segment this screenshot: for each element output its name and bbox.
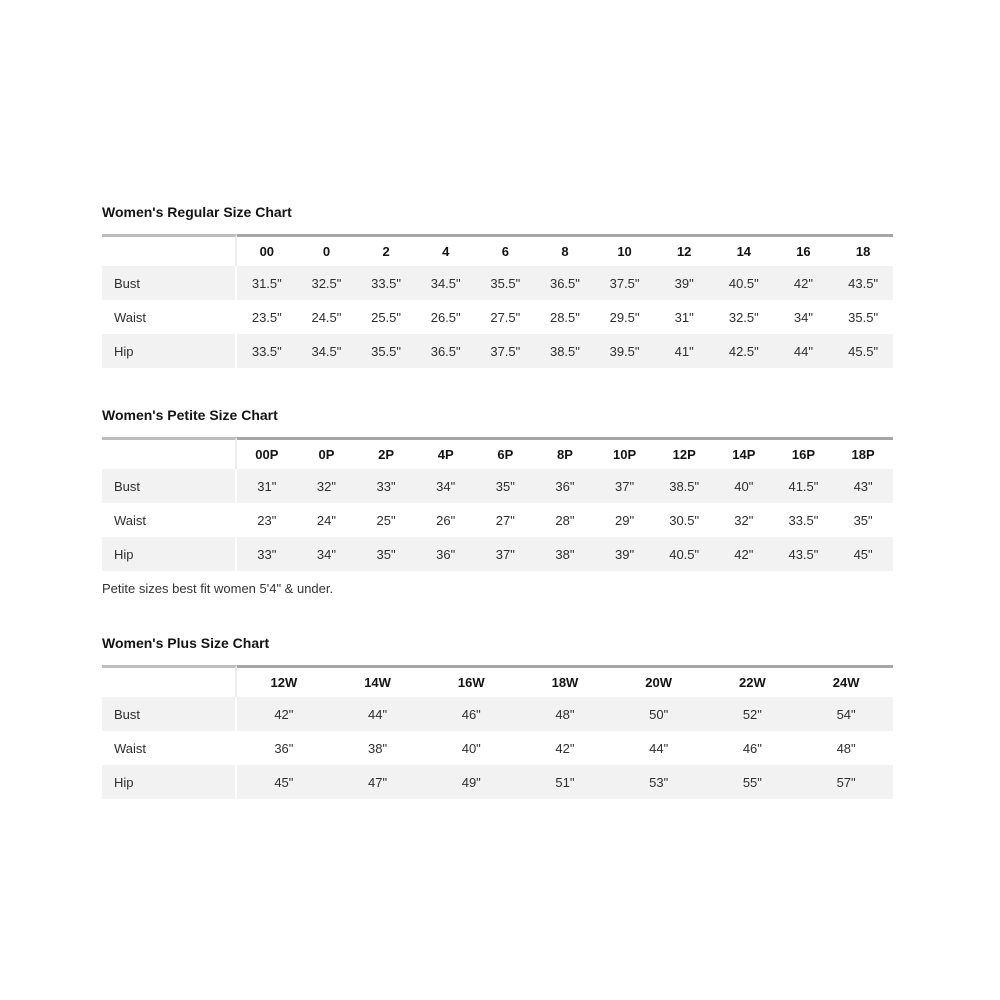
measurement-value: 42" xyxy=(237,697,331,731)
measurement-value: 34" xyxy=(416,469,476,503)
measurement-value: 40.5" xyxy=(654,537,714,571)
measurement-value: 45.5" xyxy=(833,334,893,368)
measurement-value: 46" xyxy=(706,731,800,765)
size-column-header: 22W xyxy=(706,665,800,697)
size-column-header: 00 xyxy=(237,234,297,266)
measurement-value: 24.5" xyxy=(297,300,357,334)
size-column-header: 8P xyxy=(535,437,595,469)
size-column-header: 0P xyxy=(297,437,357,469)
size-column-header: 4P xyxy=(416,437,476,469)
measurement-value: 23.5" xyxy=(237,300,297,334)
measurement-value: 35" xyxy=(356,537,416,571)
size-column-header: 18P xyxy=(833,437,893,469)
size-column-header: 6P xyxy=(476,437,536,469)
measurement-value: 38" xyxy=(535,537,595,571)
size-column-header: 8 xyxy=(535,234,595,266)
measurement-value: 48" xyxy=(799,731,893,765)
measurement-value: 38.5" xyxy=(654,469,714,503)
size-column-header: 10 xyxy=(595,234,655,266)
measurement-value: 27.5" xyxy=(476,300,536,334)
size-column-header: 16W xyxy=(424,665,518,697)
measurement-value: 42.5" xyxy=(714,334,774,368)
measurement-value: 35.5" xyxy=(833,300,893,334)
measurement-value: 36" xyxy=(237,731,331,765)
measurement-value: 41" xyxy=(654,334,714,368)
measurement-value: 40" xyxy=(424,731,518,765)
measurement-value: 46" xyxy=(424,697,518,731)
measurement-value: 42" xyxy=(518,731,612,765)
measurement-value: 37.5" xyxy=(595,266,655,300)
measurement-row xyxy=(102,697,893,731)
measurement-row xyxy=(102,503,893,537)
measurement-value: 34" xyxy=(297,537,357,571)
measurement-value: 43" xyxy=(833,469,893,503)
measurement-value: 35" xyxy=(833,503,893,537)
size-column-header: 00P xyxy=(237,437,297,469)
measurement-value: 30.5" xyxy=(654,503,714,537)
header-row xyxy=(102,437,893,469)
plus-size-chart-table xyxy=(102,665,893,799)
measurement-value: 33.5" xyxy=(237,334,297,368)
measurement-value: 37" xyxy=(595,469,655,503)
corner-cell xyxy=(102,665,237,697)
corner-cell xyxy=(102,437,237,469)
measurement-value: 33" xyxy=(237,537,297,571)
measurement-label: Bust xyxy=(102,469,237,503)
measurement-label: Waist xyxy=(102,731,237,765)
size-column-header: 4 xyxy=(416,234,476,266)
measurement-value: 45" xyxy=(237,765,331,799)
plus-size-chart-section xyxy=(102,636,893,799)
size-column-header: 12P xyxy=(654,437,714,469)
petite-size-note: Petite sizes best fit women 5'4" & under. xyxy=(102,581,334,596)
measurement-value: 32.5" xyxy=(714,300,774,334)
measurement-value: 36" xyxy=(535,469,595,503)
measurement-value: 26" xyxy=(416,503,476,537)
measurement-value: 49" xyxy=(424,765,518,799)
measurement-value: 54" xyxy=(799,697,893,731)
measurement-value: 52" xyxy=(706,697,800,731)
size-column-header: 6 xyxy=(476,234,536,266)
measurement-value: 48" xyxy=(518,697,612,731)
petite-size-chart-table xyxy=(102,437,893,571)
measurement-row xyxy=(102,537,893,571)
measurement-value: 55" xyxy=(706,765,800,799)
regular-size-chart-section xyxy=(102,205,893,368)
measurement-value: 32" xyxy=(297,469,357,503)
size-column-header: 14P xyxy=(714,437,774,469)
size-column-header: 20W xyxy=(612,665,706,697)
measurement-value: 38" xyxy=(331,731,425,765)
measurement-value: 43.5" xyxy=(833,266,893,300)
measurement-value: 42" xyxy=(774,266,834,300)
size-column-header: 14 xyxy=(714,234,774,266)
header-row xyxy=(102,665,893,697)
measurement-value: 27" xyxy=(476,503,536,537)
measurement-value: 31" xyxy=(654,300,714,334)
measurement-value: 51" xyxy=(518,765,612,799)
measurement-value: 36" xyxy=(416,537,476,571)
corner-cell xyxy=(102,234,237,266)
measurement-value: 28.5" xyxy=(535,300,595,334)
measurement-value: 44" xyxy=(612,731,706,765)
measurement-value: 31.5" xyxy=(237,266,297,300)
measurement-row xyxy=(102,765,893,799)
measurement-label: Waist xyxy=(102,503,237,537)
measurement-label: Hip xyxy=(102,537,237,571)
size-column-header: 10P xyxy=(595,437,655,469)
measurement-value: 40" xyxy=(714,469,774,503)
measurement-value: 25" xyxy=(356,503,416,537)
size-column-header: 16 xyxy=(774,234,834,266)
measurement-value: 45" xyxy=(833,537,893,571)
measurement-value: 34.5" xyxy=(297,334,357,368)
measurement-value: 34.5" xyxy=(416,266,476,300)
measurement-label: Waist xyxy=(102,300,237,334)
measurement-value: 33.5" xyxy=(774,503,834,537)
size-column-header: 2 xyxy=(356,234,416,266)
size-column-header: 14W xyxy=(331,665,425,697)
measurement-value: 44" xyxy=(774,334,834,368)
petite-size-chart-title: Women's Petite Size Chart xyxy=(102,407,278,423)
measurement-value: 24" xyxy=(297,503,357,537)
measurement-value: 57" xyxy=(799,765,893,799)
measurement-value: 37" xyxy=(476,537,536,571)
measurement-label: Bust xyxy=(102,697,237,731)
measurement-value: 36.5" xyxy=(416,334,476,368)
size-column-header: 0 xyxy=(297,234,357,266)
measurement-value: 26.5" xyxy=(416,300,476,334)
measurement-row xyxy=(102,731,893,765)
measurement-value: 39" xyxy=(654,266,714,300)
measurement-value: 38.5" xyxy=(535,334,595,368)
measurement-value: 41.5" xyxy=(774,469,834,503)
size-column-header: 2P xyxy=(356,437,416,469)
measurement-value: 29.5" xyxy=(595,300,655,334)
measurement-value: 32.5" xyxy=(297,266,357,300)
measurement-value: 23" xyxy=(237,503,297,537)
measurement-value: 50" xyxy=(612,697,706,731)
measurement-value: 39" xyxy=(595,537,655,571)
measurement-value: 33.5" xyxy=(356,266,416,300)
measurement-value: 29" xyxy=(595,503,655,537)
measurement-label: Hip xyxy=(102,765,237,799)
measurement-value: 43.5" xyxy=(774,537,834,571)
measurement-value: 40.5" xyxy=(714,266,774,300)
size-column-header: 24W xyxy=(799,665,893,697)
measurement-value: 34" xyxy=(774,300,834,334)
regular-size-chart-title: Women's Regular Size Chart xyxy=(102,204,292,220)
measurement-value: 39.5" xyxy=(595,334,655,368)
measurement-value: 35.5" xyxy=(476,266,536,300)
measurement-value: 36.5" xyxy=(535,266,595,300)
measurement-value: 35.5" xyxy=(356,334,416,368)
size-column-header: 18W xyxy=(518,665,612,697)
measurement-value: 42" xyxy=(714,537,774,571)
measurement-label: Bust xyxy=(102,266,237,300)
measurement-row xyxy=(102,266,893,300)
measurement-row xyxy=(102,469,893,503)
regular-size-chart-table xyxy=(102,234,893,368)
petite-size-chart-section xyxy=(102,408,893,596)
measurement-label: Hip xyxy=(102,334,237,368)
measurement-value: 25.5" xyxy=(356,300,416,334)
measurement-value: 47" xyxy=(331,765,425,799)
size-column-header: 12 xyxy=(654,234,714,266)
size-column-header: 12W xyxy=(237,665,331,697)
measurement-value: 53" xyxy=(612,765,706,799)
header-row xyxy=(102,234,893,266)
measurement-value: 44" xyxy=(331,697,425,731)
measurement-value: 31" xyxy=(237,469,297,503)
size-column-header: 16P xyxy=(774,437,834,469)
measurement-value: 28" xyxy=(535,503,595,537)
measurement-row xyxy=(102,334,893,368)
measurement-value: 37.5" xyxy=(476,334,536,368)
measurement-value: 32" xyxy=(714,503,774,537)
plus-size-chart-title: Women's Plus Size Chart xyxy=(102,635,270,651)
size-column-header: 18 xyxy=(833,234,893,266)
size-charts-content xyxy=(102,205,893,799)
measurement-row xyxy=(102,300,893,334)
measurement-value: 35" xyxy=(476,469,536,503)
measurement-value: 33" xyxy=(356,469,416,503)
